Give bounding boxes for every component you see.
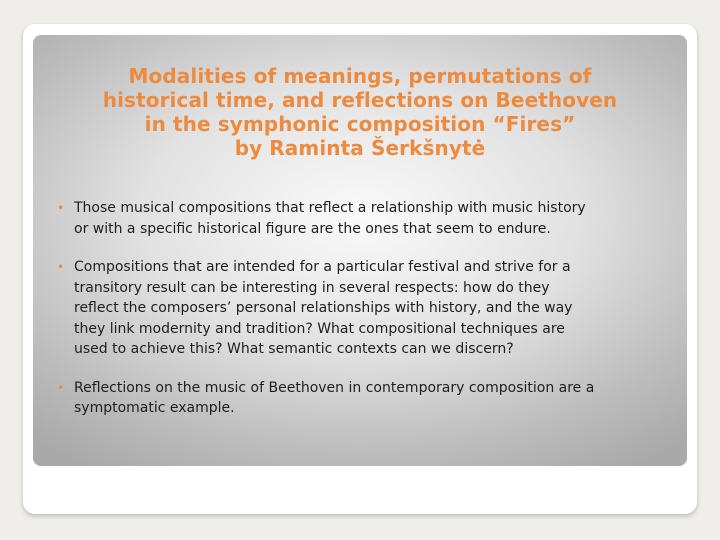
title-line: in the symphonic composition “Fires” — [144, 112, 576, 136]
bullet-dot-icon: • — [57, 260, 65, 274]
bullet-dot-icon: • — [57, 380, 65, 395]
bullet-text-line: symptomatic example. — [74, 400, 235, 416]
bullet-text-line: transitory result can be interesting in several respects: how do they — [74, 279, 550, 296]
slide-card — [23, 24, 697, 514]
title-line: Modalities of meanings, permutations of — [128, 64, 592, 88]
bullet-dot-icon: • — [57, 201, 65, 215]
content-panel — [33, 35, 687, 466]
bullet-list — [57, 198, 672, 437]
title-line: by Raminta Šerkšnytė — [234, 136, 486, 160]
bullet-text-line: they link modernity and tradition? What compositional techniques are — [74, 320, 565, 337]
title-line: historical time, and reflections on Beethoven — [102, 88, 618, 112]
bullet-text-line: used to achieve this? What semantic contexts can we discern? — [74, 341, 514, 357]
bullet-text-line: Reflections on the music of Beethoven in contemporary composition are a — [74, 379, 595, 396]
bullet-text-line: or with a specific historical figure are the ones that seem to endure. — [74, 220, 551, 237]
bullet-text-line: Compositions that are intended for a particular festival and strive for a — [74, 259, 571, 275]
bullet-text-line: Those musical compositions that reflect a relationship with music history — [74, 200, 586, 216]
bullet-text-line: reflect the composers’ personal relationships with history, and the way — [74, 300, 573, 316]
slide-title — [41, 64, 679, 160]
bullet-item — [57, 257, 672, 360]
bullet-item — [57, 378, 672, 419]
bullet-item — [57, 198, 672, 239]
